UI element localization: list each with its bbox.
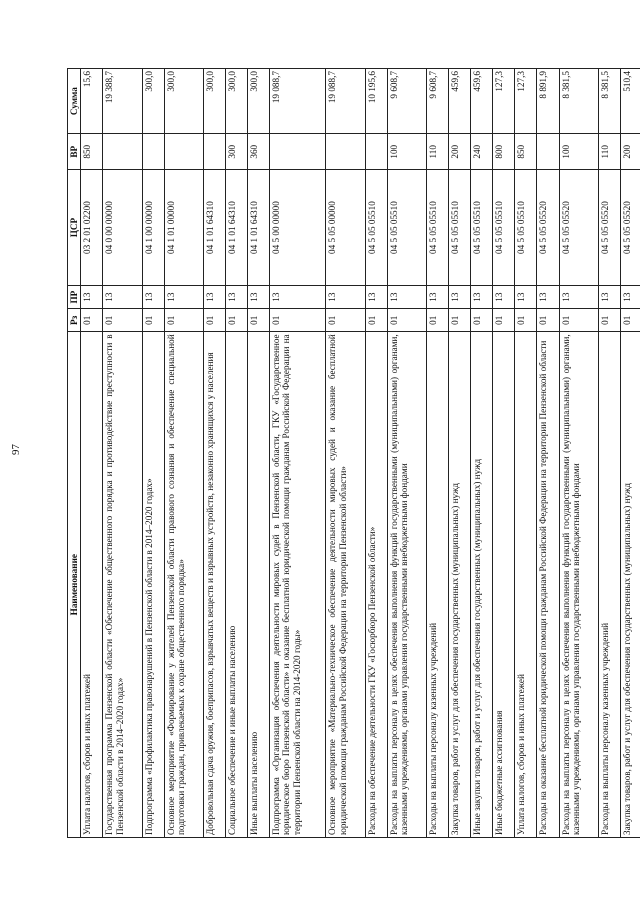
cell-rz: 01 bbox=[81, 309, 103, 332]
cell-pr: 13 bbox=[471, 286, 493, 309]
cell-sum: 300,0 bbox=[142, 69, 164, 134]
cell-csr: 04 1 01 00000 bbox=[164, 170, 203, 286]
cell-vr: 300 bbox=[225, 134, 247, 170]
cell-rz: 01 bbox=[225, 309, 247, 332]
table-row bbox=[449, 69, 471, 838]
cell-pr: 13 bbox=[387, 286, 426, 309]
table-row bbox=[493, 69, 515, 838]
table-row bbox=[270, 69, 326, 838]
cell-rz: 01 bbox=[471, 309, 493, 332]
table-body bbox=[81, 69, 640, 838]
cell-pr: 13 bbox=[142, 286, 164, 309]
cell-rz: 01 bbox=[248, 309, 270, 332]
cell-vr: 200 bbox=[449, 134, 471, 170]
cell-vr: 360 bbox=[248, 134, 270, 170]
cell-csr: 04 5 05 05510 bbox=[449, 170, 471, 286]
cell-name: Иные выплаты населению bbox=[248, 332, 270, 838]
table-row bbox=[103, 69, 142, 838]
cell-sum: 8 891,9 bbox=[537, 69, 559, 134]
cell-vr: 240 bbox=[471, 134, 493, 170]
cell-csr: 04 5 05 05520 bbox=[559, 170, 598, 286]
cell-pr: 13 bbox=[620, 286, 640, 309]
cell-name: Закупка товаров, работ и услуг для обеспечения государственных (муниципальных) нужд bbox=[449, 332, 471, 838]
cell-name: Социальное обеспечение и иные выплаты населению bbox=[225, 332, 247, 838]
header-pr: ПР bbox=[68, 286, 81, 309]
cell-pr: 13 bbox=[365, 286, 387, 309]
cell-rz: 01 bbox=[103, 309, 142, 332]
cell-rz: 01 bbox=[493, 309, 515, 332]
header-csr: ЦСР bbox=[68, 170, 81, 286]
table-header-row bbox=[68, 69, 81, 838]
table-row bbox=[203, 69, 225, 838]
cell-sum: 300,0 bbox=[225, 69, 247, 134]
cell-rz: 01 bbox=[559, 309, 598, 332]
cell-csr: 04 5 05 05510 bbox=[515, 170, 537, 286]
table-row bbox=[559, 69, 598, 838]
header-vr: ВР bbox=[68, 134, 81, 170]
cell-pr: 13 bbox=[270, 286, 326, 309]
table-row bbox=[142, 69, 164, 838]
cell-sum: 9 608,7 bbox=[387, 69, 426, 134]
cell-sum: 10 195,6 bbox=[365, 69, 387, 134]
cell-name: Расходы на оказание бесплатной юридической помощи гражданам Российской Федерации на территории Пензенской области bbox=[537, 332, 559, 838]
cell-sum: 127,3 bbox=[493, 69, 515, 134]
cell-sum: 8 381,5 bbox=[559, 69, 598, 134]
cell-rz: 01 bbox=[270, 309, 326, 332]
cell-csr: 04 1 01 64310 bbox=[203, 170, 225, 286]
cell-csr: 04 0 00 00000 bbox=[103, 170, 142, 286]
cell-sum: 300,0 bbox=[203, 69, 225, 134]
cell-vr: 850 bbox=[81, 134, 103, 170]
cell-pr: 13 bbox=[203, 286, 225, 309]
cell-vr: 850 bbox=[515, 134, 537, 170]
cell-name: Расходы на выплаты персоналу в целях обеспечения выполнения функций государственными (муниципальными) органами, казенными учреждениями, органами управления государственными внебюджетными фондами bbox=[559, 332, 598, 838]
cell-pr: 13 bbox=[515, 286, 537, 309]
cell-vr bbox=[537, 134, 559, 170]
cell-rz: 01 bbox=[515, 309, 537, 332]
cell-name: Уплата налогов, сборов и иных платежей bbox=[515, 332, 537, 838]
cell-csr: 04 5 05 05510 bbox=[471, 170, 493, 286]
cell-pr: 13 bbox=[537, 286, 559, 309]
cell-rz: 01 bbox=[449, 309, 471, 332]
cell-vr: 110 bbox=[426, 134, 448, 170]
table-row bbox=[225, 69, 247, 838]
cell-name: Подпрограмма «Профилактика правонарушений в Пензенской области в 2014–2020 годах» bbox=[142, 332, 164, 838]
cell-rz: 01 bbox=[164, 309, 203, 332]
cell-pr: 13 bbox=[326, 286, 365, 309]
cell-rz: 01 bbox=[365, 309, 387, 332]
cell-sum: 19 088,7 bbox=[326, 69, 365, 134]
table-row bbox=[620, 69, 640, 838]
header-sum: Сумма bbox=[68, 69, 81, 134]
cell-sum: 300,0 bbox=[248, 69, 270, 134]
cell-pr: 13 bbox=[426, 286, 448, 309]
table-row bbox=[326, 69, 365, 838]
cell-pr: 13 bbox=[103, 286, 142, 309]
table-row bbox=[365, 69, 387, 838]
cell-rz: 01 bbox=[203, 309, 225, 332]
cell-pr: 13 bbox=[493, 286, 515, 309]
table-row bbox=[387, 69, 426, 838]
cell-sum: 19 088,7 bbox=[270, 69, 326, 134]
cell-vr bbox=[326, 134, 365, 170]
cell-name: Расходы на выплаты персоналу казенных учреждений bbox=[598, 332, 620, 838]
cell-csr: 04 5 05 05520 bbox=[537, 170, 559, 286]
cell-rz: 01 bbox=[142, 309, 164, 332]
cell-sum: 15,6 bbox=[81, 69, 103, 134]
cell-vr: 100 bbox=[559, 134, 598, 170]
cell-rz: 01 bbox=[598, 309, 620, 332]
cell-name: Расходы на обеспечение деятельности ГКУ «Госюрбюро Пензенской области» bbox=[365, 332, 387, 838]
cell-csr: 04 5 05 05510 bbox=[365, 170, 387, 286]
cell-name: Иные бюджетные ассигнования bbox=[493, 332, 515, 838]
cell-vr bbox=[270, 134, 326, 170]
cell-pr: 13 bbox=[81, 286, 103, 309]
table-row bbox=[248, 69, 270, 838]
cell-rz: 01 bbox=[426, 309, 448, 332]
cell-name: Подпрограмма «Организация обеспечения деятельности мировых судей в Пензенской области, ГКУ «Государственное юридическое бюро Пензенской области» и оказание бесплатной юридической помощи гражданам Российской Федерации на территории Пензенской области на 2014-2020 годы» bbox=[270, 332, 326, 838]
table-row bbox=[164, 69, 203, 838]
cell-pr: 13 bbox=[598, 286, 620, 309]
cell-sum: 459,6 bbox=[449, 69, 471, 134]
cell-pr: 13 bbox=[225, 286, 247, 309]
cell-csr: 04 5 05 05520 bbox=[598, 170, 620, 286]
table-row bbox=[81, 69, 103, 838]
cell-name: Основное мероприятие «Материально-техническое обеспечение деятельности мировых судей и оказание бесплатной юридической помощи гражданам Российской Федерации на территории Пензенской области» bbox=[326, 332, 365, 838]
cell-vr bbox=[365, 134, 387, 170]
cell-sum: 8 381,5 bbox=[598, 69, 620, 134]
table-row bbox=[426, 69, 448, 838]
cell-rz: 01 bbox=[387, 309, 426, 332]
cell-pr: 13 bbox=[559, 286, 598, 309]
cell-name: Закупка товаров, работ и услуг для обеспечения государственных (муниципальных) нужд bbox=[620, 332, 640, 838]
cell-pr: 13 bbox=[248, 286, 270, 309]
budget-table bbox=[67, 68, 640, 838]
cell-sum: 19 388,7 bbox=[103, 69, 142, 134]
table-row bbox=[537, 69, 559, 838]
header-name: Наименование bbox=[68, 332, 81, 838]
cell-csr: 04 5 05 05520 bbox=[620, 170, 640, 286]
cell-sum: 510,4 bbox=[620, 69, 640, 134]
cell-rz: 01 bbox=[620, 309, 640, 332]
cell-sum: 9 608,7 bbox=[426, 69, 448, 134]
table-row bbox=[515, 69, 537, 838]
page-number: 97 bbox=[10, 444, 22, 455]
cell-vr: 200 bbox=[620, 134, 640, 170]
cell-pr: 13 bbox=[164, 286, 203, 309]
cell-sum: 127,3 bbox=[515, 69, 537, 134]
cell-name: Государственная программа Пензенской области «Обеспечение общественного порядка и противодействие преступности в Пензенской области в 2014–2020 годах» bbox=[103, 332, 142, 838]
cell-sum: 300,0 bbox=[164, 69, 203, 134]
cell-csr: 04 5 05 05510 bbox=[493, 170, 515, 286]
cell-vr bbox=[103, 134, 142, 170]
cell-rz: 01 bbox=[326, 309, 365, 332]
cell-name: Иные закупки товаров, работ и услуг для обеспечения государственных (муниципальных) нужд bbox=[471, 332, 493, 838]
cell-rz: 01 bbox=[537, 309, 559, 332]
cell-csr: 04 5 05 05510 bbox=[387, 170, 426, 286]
header-rz: Рз bbox=[68, 309, 81, 332]
cell-vr: 110 bbox=[598, 134, 620, 170]
cell-name: Уплата налогов, сборов и иных платежей bbox=[81, 332, 103, 838]
cell-vr: 100 bbox=[387, 134, 426, 170]
cell-csr: 04 1 01 64310 bbox=[225, 170, 247, 286]
cell-vr: 800 bbox=[493, 134, 515, 170]
cell-pr: 13 bbox=[449, 286, 471, 309]
cell-csr: 04 5 05 00000 bbox=[326, 170, 365, 286]
cell-csr: 04 5 00 00000 bbox=[270, 170, 326, 286]
table-row bbox=[471, 69, 493, 838]
table-row bbox=[598, 69, 620, 838]
cell-csr: 04 1 01 64310 bbox=[248, 170, 270, 286]
cell-csr: 04 5 05 05510 bbox=[426, 170, 448, 286]
cell-csr: 03 2 01 02200 bbox=[81, 170, 103, 286]
cell-name: Добровольная сдача оружия, боеприпасов, взрывчатых веществ и взрывных устройств, незаконно хранящихся у населения bbox=[203, 332, 225, 838]
budget-table-container bbox=[67, 68, 640, 838]
cell-name: Основное мероприятие «Формирование у жителей Пензенской области правового сознания и обеспечение специальной подготовки граждан, привлекаемых к охране общественного порядка» bbox=[164, 332, 203, 838]
cell-sum: 459,6 bbox=[471, 69, 493, 134]
cell-name: Расходы на выплаты персоналу в целях обеспечения выполнения функций государственными (муниципальными) органами, казенными учреждениями, органами управления государственными внебюджетными фондами bbox=[387, 332, 426, 838]
cell-vr bbox=[203, 134, 225, 170]
cell-vr bbox=[142, 134, 164, 170]
cell-vr bbox=[164, 134, 203, 170]
cell-name: Расходы на выплаты персоналу казенных учреждений bbox=[426, 332, 448, 838]
cell-csr: 04 1 00 00000 bbox=[142, 170, 164, 286]
